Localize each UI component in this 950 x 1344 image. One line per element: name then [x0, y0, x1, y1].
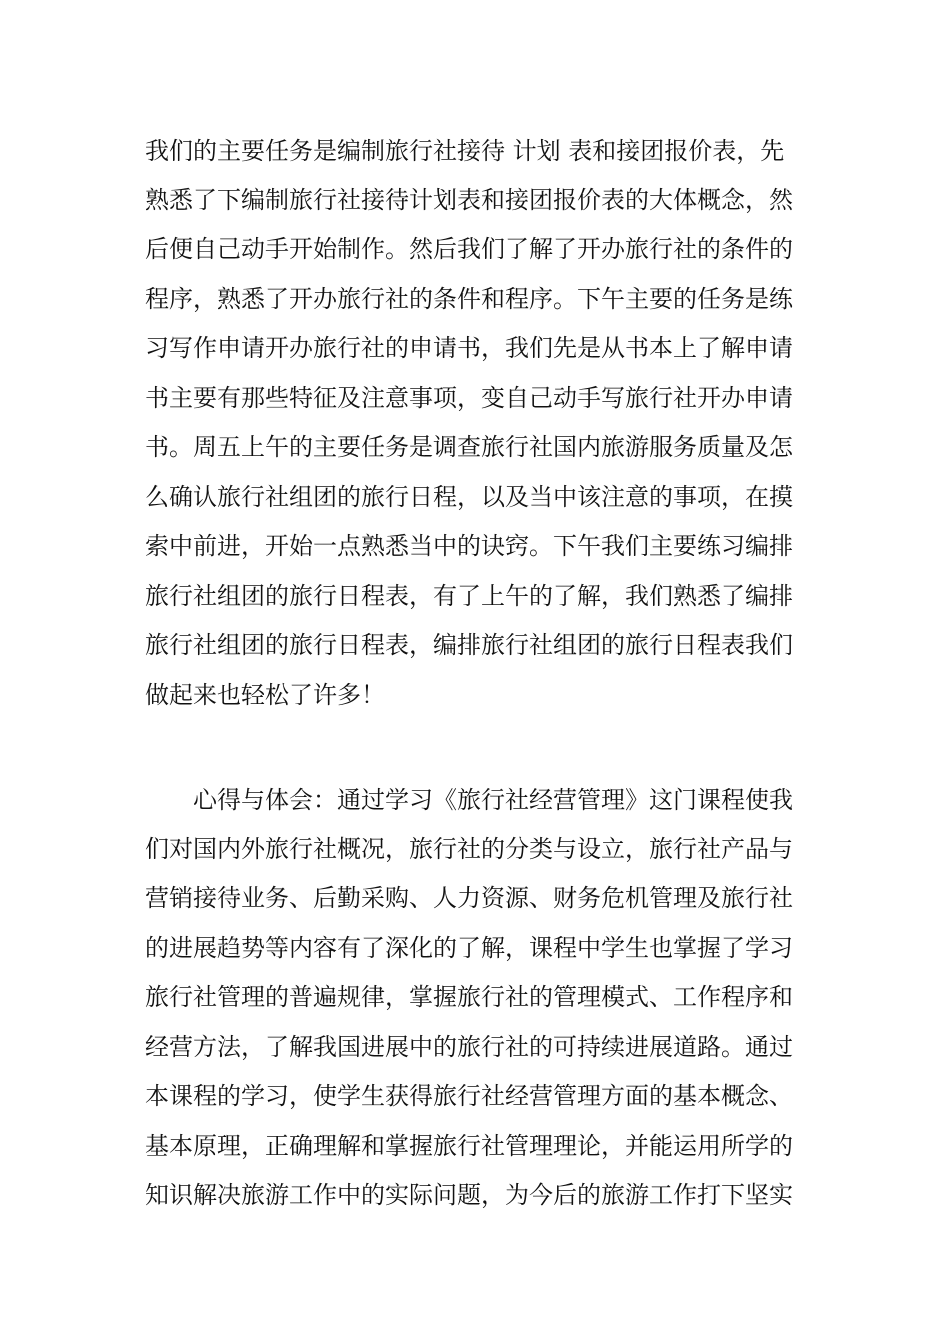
- text-line: 的进展趋势等内容有了深化的了解，课程中学生也掌握了学习: [145, 934, 793, 962]
- text-line: 营销接待业务、后勤采购、人力资源、财务危机管理及旅行社: [145, 884, 793, 912]
- text-line: 么确认旅行社组团的旅行日程，以及当中该注意的事项，在摸: [145, 483, 793, 511]
- text-line: 们对国内外旅行社概况，旅行社的分类与设立，旅行社产品与: [145, 835, 793, 863]
- text-line: 习写作申请开办旅行社的申请书，我们先是从书本上了解申请: [145, 334, 793, 362]
- text-line: 旅行社管理的普遍规律，掌握旅行社的管理模式、工作程序和: [145, 983, 793, 1011]
- text-line: 本课程的学习，使学生获得旅行社经营管理方面的基本概念、: [145, 1082, 793, 1110]
- text-line: 做起来也轻松了许多！: [145, 681, 385, 709]
- text-line: 程序，熟悉了开办旅行社的条件和程序。下午主要的任务是练: [145, 285, 793, 313]
- text-line: 旅行社组团的旅行日程表，有了上午的了解，我们熟悉了编排: [145, 582, 793, 610]
- text-line: 熟悉了下编制旅行社接待计划表和接团报价表的大体概念，然: [145, 186, 793, 214]
- text-line: 旅行社组团的旅行日程表，编排旅行社组团的旅行日程表我们: [145, 631, 793, 659]
- text-line: 基本原理，正确理解和掌握旅行社管理理论，并能运用所学的: [145, 1132, 793, 1160]
- text-line: 心得与体会：通过学习《旅行社经营管理》这门课程使我: [193, 786, 793, 814]
- text-line: 后便自己动手开始制作。然后我们了解了开办旅行社的条件的: [145, 235, 793, 263]
- text-line: 索中前进，开始一点熟悉当中的诀窍。下午我们主要练习编排: [145, 532, 793, 560]
- text-line: 书主要有那些特征及注意事项，变自己动手写旅行社开办申请: [145, 384, 793, 412]
- text-line: 知识解决旅游工作中的实际问题，为今后的旅游工作打下坚实: [145, 1181, 793, 1209]
- text-line: 经营方法，了解我国进展中的旅行社的可持续进展道路。通过: [145, 1033, 793, 1061]
- text-line: 我们的主要任务是编制旅行社接待 计划 表和接团报价表，先: [145, 137, 785, 165]
- text-line: 书。周五上午的主要任务是调查旅行社国内旅游服务质量及怎: [145, 433, 793, 461]
